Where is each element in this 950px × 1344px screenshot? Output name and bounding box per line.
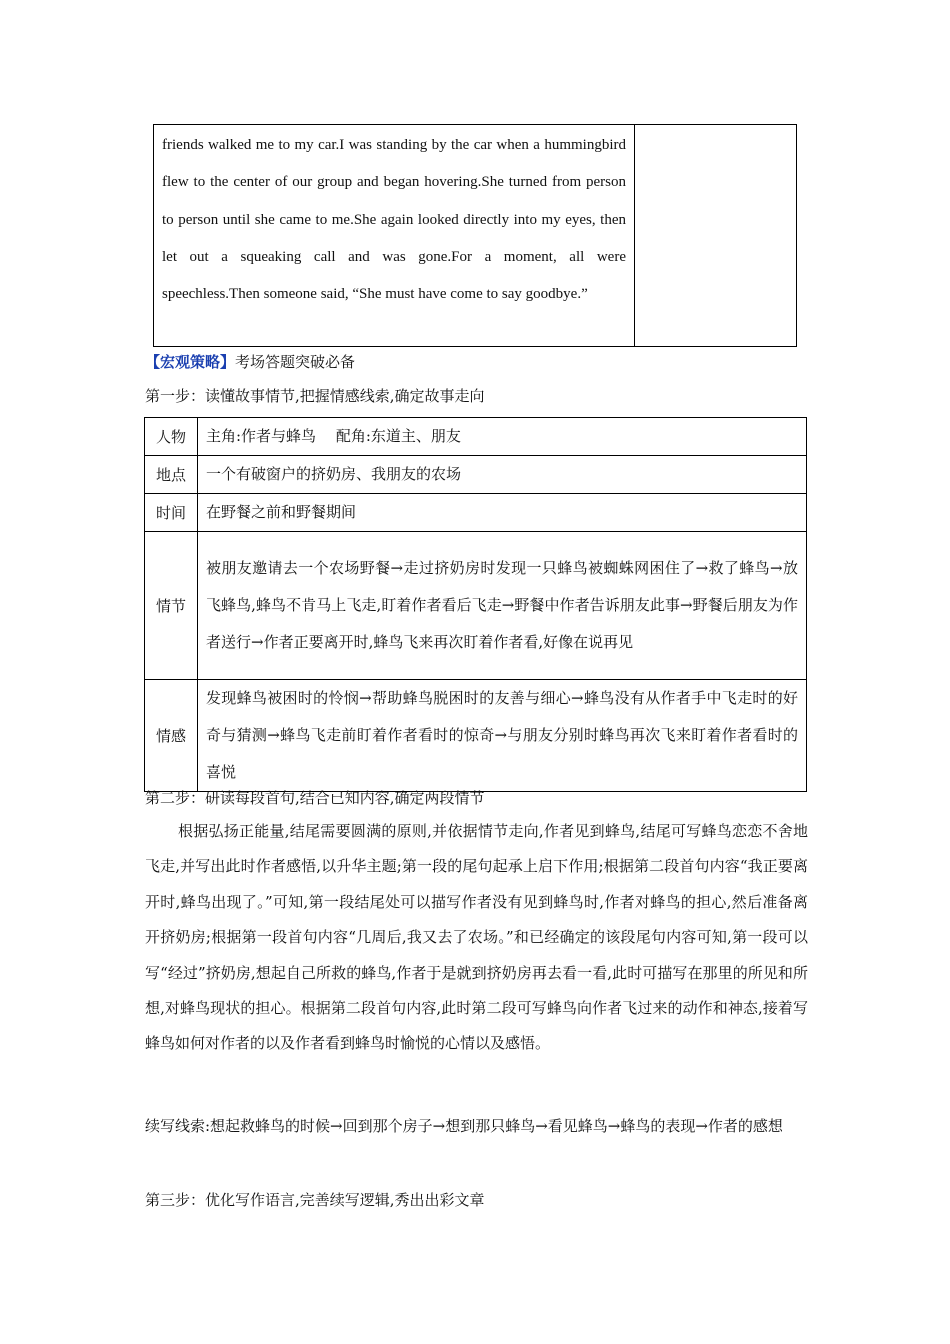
- row-label: 情感: [145, 680, 198, 792]
- row-content: 一个有破窗户的挤奶房、我朋友的农场: [198, 456, 807, 494]
- strategy-heading: [145, 351, 355, 372]
- row-label: 人物: [145, 418, 198, 456]
- table-row: [145, 456, 807, 494]
- row-label: 情节: [145, 532, 198, 680]
- story-excerpt-table: [153, 124, 797, 347]
- analysis-table: [144, 417, 807, 792]
- story-excerpt-blank-cell: [635, 125, 796, 346]
- story-excerpt-text: friends walked me to my car.I was standing by the car when a hummingbird flew to the center of our group and began hovering.She turned from person to person until she came to me.She again looked directly into my eyes, then let out a squeaking call and was gone.For a moment, all were speechless.Then someone said, “She must have come to say goodbye.”: [154, 125, 635, 346]
- row-label: 地点: [145, 456, 198, 494]
- table-row: [145, 532, 807, 680]
- row-content: 被朋友邀请去一个农场野餐→走过挤奶房时发现一只蜂鸟被蜘蛛网困住了→救了蜂鸟→放飞蜂鸟,蜂鸟不肯马上飞走,盯着作者看后飞走→野餐中作者告诉朋友此事→野餐后朋友为作者送行→作者正要离开时,蜂鸟飞来再次盯着作者看,好像在说再见: [198, 532, 807, 680]
- table-row: [145, 418, 807, 456]
- step1-title: 第一步：读懂故事情节,把握情感线索,确定故事走向: [145, 387, 485, 405]
- row-content: 主角:作者与蜂鸟 配角:东道主、朋友: [198, 418, 807, 456]
- row-content: 在野餐之前和野餐期间: [198, 494, 807, 532]
- table-row: [145, 680, 807, 792]
- strategy-title: 考场答题突破必备: [235, 353, 356, 371]
- row-label: 时间: [145, 494, 198, 532]
- step2-paragraph: 根据弘扬正能量,结尾需要圆满的原则,并依据情节走向,作者见到蜂鸟,结尾可写蜂鸟恋恋不舍地飞走,并写出此时作者感悟,以升华主题;第一段的尾句起承上启下作用;根据第二段首句内容“我正要离开时,蜂鸟出现了。”可知,第一段结尾处可以描写作者没有见到蜂鸟时,作者对蜂鸟的担心,然后准备离开挤奶房;根据第一段首句内容“几周后,我又去了农场。”和已经确定的该段尾句内容可知,第一段可以写“经过”挤奶房,想起自己所救的蜂鸟,作者于是就到挤奶房再去看一看,此时可描写在那里的所见和所想,对蜂鸟现状的担心。根据第二段首句内容,此时第二段可写蜂鸟向作者飞过来的动作和神态,接着写蜂鸟如何对作者的以及作者看到蜂鸟时愉悦的心情以及感悟。: [145, 822, 808, 1053]
- step2-title: 第二步：研读每段首句,结合已知内容,确定两段情节: [145, 789, 485, 807]
- table-row: [145, 494, 807, 532]
- row-content: 发现蜂鸟被困时的怜悯→帮助蜂鸟脱困时的友善与细心→蜂鸟没有从作者手中飞走时的好奇与猜测→蜂鸟飞走前盯着作者看时的惊奇→与朋友分别时蜂鸟再次飞来盯着作者看时的喜悦: [198, 680, 807, 792]
- step3-title: 第三步：优化写作语言,完善续写逻辑,秀出出彩文章: [145, 1191, 485, 1209]
- clue-paragraph: 续写线索:想起救蜂鸟的时候→回到那个房子→想到那只蜂鸟→看见蜂鸟→蜂鸟的表现→作者的感想: [145, 1117, 783, 1135]
- strategy-tag: 【宏观策略】: [145, 353, 236, 371]
